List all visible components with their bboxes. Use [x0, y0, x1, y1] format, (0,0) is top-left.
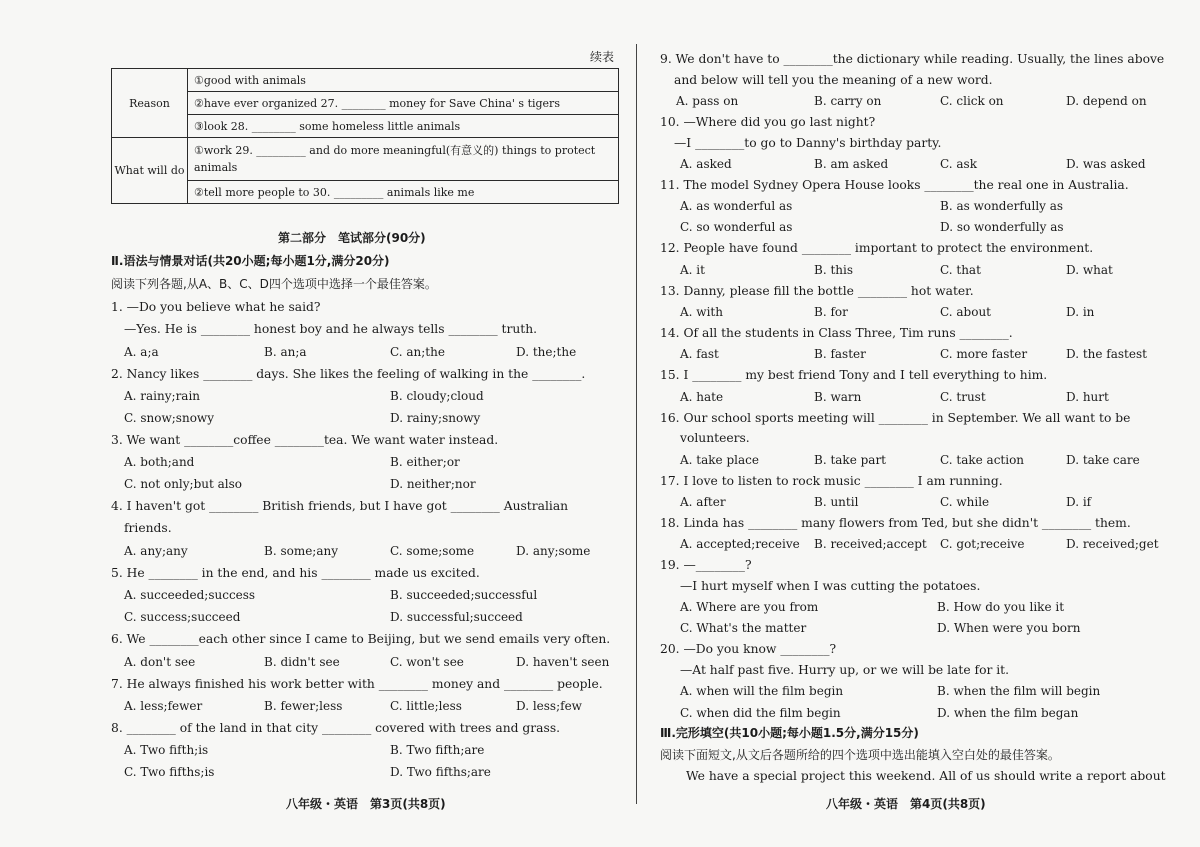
question-stem: 9. We don't have to ________the dictionary while reading. Usually, the lines above — [660, 52, 1165, 66]
option[interactable]: C. trust — [940, 390, 986, 404]
option[interactable]: C. What's the matter — [680, 621, 807, 635]
option[interactable]: B. for — [814, 305, 848, 319]
page-4 — [636, 0, 1200, 847]
section-title: Ⅲ.完形填空(共10小题;每小题1.5分,满分15分) — [660, 726, 919, 740]
option[interactable]: A. a;a — [124, 345, 159, 359]
option[interactable]: D. take care — [1066, 453, 1140, 467]
option[interactable]: D. depend on — [1066, 94, 1147, 108]
option[interactable]: C. that — [940, 263, 981, 277]
option[interactable]: D. the fastest — [1066, 347, 1147, 361]
question-stem: 20. —Do you know ________? — [660, 642, 837, 656]
question-stem: friends. — [124, 521, 172, 535]
option[interactable]: A. when will the film begin — [680, 684, 844, 698]
option[interactable]: A. take place — [680, 453, 759, 467]
instruction: 阅读下面短文,从文后各题所给的四个选项中选出能填入空白处的最佳答案。 — [660, 748, 1060, 762]
option[interactable]: D. the;the — [516, 345, 577, 359]
question-stem: 3. We want ________coffee ________tea. We want water instead. — [111, 433, 499, 447]
option[interactable]: A. both;and — [124, 455, 195, 469]
option[interactable]: A. accepted;receive — [680, 537, 800, 551]
question-stem: and below will tell you the meaning of a new word. — [674, 73, 993, 87]
option[interactable]: A. hate — [680, 390, 724, 404]
option[interactable]: A. don't see — [124, 655, 196, 669]
option[interactable]: D. any;some — [516, 544, 591, 558]
option[interactable]: A. asked — [680, 157, 732, 171]
option[interactable]: B. either;or — [390, 455, 460, 469]
option[interactable]: A. after — [680, 495, 726, 509]
option[interactable]: B. an;a — [264, 345, 307, 359]
option[interactable]: B. this — [814, 263, 853, 277]
option[interactable]: C. while — [940, 495, 990, 509]
continued-label: 续表 — [590, 50, 615, 64]
question-stem: 12. People have found ________ important to protect the environment. — [660, 241, 1094, 255]
option[interactable]: A. any;any — [124, 544, 188, 558]
option[interactable]: B. How do you like it — [937, 600, 1065, 614]
option[interactable]: C. Two fifths;is — [124, 765, 215, 779]
table-label-what-will-do: What will do — [112, 138, 188, 204]
option[interactable]: D. hurt — [1066, 390, 1109, 404]
option[interactable]: B. until — [814, 495, 859, 509]
option[interactable]: A. as wonderful as — [680, 199, 793, 213]
option[interactable]: C. not only;but also — [124, 477, 243, 491]
table-cell: ①work 29. _________ and do more meaningful(有意义的) things to protect animals — [188, 138, 619, 181]
option[interactable]: D. if — [1066, 495, 1092, 509]
question-stem: —Yes. He is ________ honest boy and he always tells ________ truth. — [124, 322, 538, 336]
table-label-reason: Reason — [112, 69, 188, 138]
option[interactable]: B. am asked — [814, 157, 889, 171]
option[interactable]: B. faster — [814, 347, 866, 361]
option[interactable]: D. neither;nor — [390, 477, 476, 491]
option[interactable]: B. received;accept — [814, 537, 927, 551]
question-stem: —I hurt myself when I was cutting the potatoes. — [680, 579, 981, 593]
question-stem: 17. I love to listen to rock music ________ I am running. — [660, 474, 1003, 488]
question-stem: 10. —Where did you go last night? — [660, 115, 876, 129]
question-stem: —I ________to go to Danny's birthday party. — [674, 136, 942, 150]
option[interactable]: D. haven't seen — [516, 655, 610, 669]
option[interactable]: C. an;the — [390, 345, 445, 359]
option[interactable]: D. when the film began — [937, 706, 1079, 720]
option[interactable]: A. rainy;rain — [124, 389, 201, 403]
question-stem: 5. He ________ in the end, and his ________ made us excited. — [111, 566, 480, 580]
option[interactable]: A. pass on — [676, 94, 739, 108]
page-footer: 八年级・英语 第3页(共8页) — [286, 797, 446, 811]
option[interactable]: C. about — [940, 305, 991, 319]
question-stem: 13. Danny, please fill the bottle ________ hot water. — [660, 284, 974, 298]
option[interactable]: D. received;get — [1066, 537, 1159, 551]
question-stem: 8. ________ of the land in that city ________ covered with trees and grass. — [111, 721, 561, 735]
question-stem: volunteers. — [680, 431, 750, 445]
option[interactable]: D. was asked — [1066, 157, 1146, 171]
question-stem: 11. The model Sydney Opera House looks ________the real one in Australia. — [660, 178, 1129, 192]
option[interactable]: D. so wonderfully as — [940, 220, 1064, 234]
option[interactable]: B. fewer;less — [264, 699, 343, 713]
option[interactable]: B. succeeded;successful — [390, 588, 538, 602]
option[interactable]: D. successful;succeed — [390, 610, 523, 624]
table-cell: ②tell more people to 30. _________ animals like me — [188, 181, 619, 204]
option[interactable]: B. as wonderfully as — [940, 199, 1064, 213]
question-stem: 18. Linda has ________ many flowers from Ted, but she didn't ________ them. — [660, 516, 1131, 530]
option[interactable]: A. with — [680, 305, 723, 319]
option[interactable]: C. snow;snowy — [124, 411, 214, 425]
question-stem: —At half past five. Hurry up, or we will be late for it. — [680, 663, 1010, 677]
option[interactable]: C. won't see — [390, 655, 464, 669]
option[interactable]: C. little;less — [390, 699, 462, 713]
question-stem: 16. Our school sports meeting will ________ in September. We all want to be — [660, 411, 1131, 425]
option[interactable]: C. click on — [940, 94, 1004, 108]
question-stem: 6. We ________each other since I came to Beijing, but we send emails very often. — [111, 632, 611, 646]
question-stem: 1. —Do you believe what he said? — [111, 300, 321, 314]
option[interactable]: C. got;receive — [940, 537, 1025, 551]
option[interactable]: B. cloudy;cloud — [390, 389, 484, 403]
question-stem: 7. He always finished his work better with ________ money and ________ people. — [111, 677, 603, 691]
instruction: 阅读下列各题,从A、B、C、D四个选项中选择一个最佳答案。 — [111, 277, 437, 291]
part-title: 第二部分 笔试部分(90分) — [278, 231, 426, 245]
page-footer: 八年级・英语 第4页(共8页) — [826, 797, 986, 811]
option[interactable]: A. succeeded;success — [124, 588, 256, 602]
question-stem: 19. —________? — [660, 558, 752, 572]
option[interactable]: D. in — [1066, 305, 1095, 319]
option[interactable]: D. less;few — [516, 699, 582, 713]
option[interactable]: A. fast — [680, 347, 719, 361]
option[interactable]: C. take action — [940, 453, 1025, 467]
option[interactable]: B. Two fifth;are — [390, 743, 485, 757]
option[interactable]: B. carry on — [814, 94, 882, 108]
option[interactable]: C. more faster — [940, 347, 1028, 361]
option[interactable]: D. Two fifths;are — [390, 765, 491, 779]
option[interactable]: C. success;succeed — [124, 610, 241, 624]
option[interactable]: B. when the film will begin — [937, 684, 1101, 698]
table-cell: ②have ever organized 27. ________ money for Save China' s tigers — [188, 92, 619, 115]
option[interactable]: D. what — [1066, 263, 1113, 277]
question-stem: 2. Nancy likes ________ days. She likes the feeling of walking in the ________. — [111, 367, 586, 381]
option[interactable]: B. take part — [814, 453, 887, 467]
option[interactable]: A. Where are you from — [680, 600, 819, 614]
option[interactable]: C. so wonderful as — [680, 220, 793, 234]
info-table — [111, 68, 619, 204]
question-stem: 4. I haven't got ________ British friends, but I have got ________ Australian — [111, 499, 569, 513]
question-stem: 15. I ________ my best friend Tony and I tell everything to him. — [660, 368, 1048, 382]
option[interactable]: B. some;any — [264, 544, 339, 558]
option[interactable]: B. didn't see — [264, 655, 340, 669]
option[interactable]: A. Two fifth;is — [124, 743, 209, 757]
option[interactable]: D. rainy;snowy — [390, 411, 481, 425]
option[interactable]: B. warn — [814, 390, 862, 404]
table-cell: ③look 28. ________ some homeless little animals — [188, 115, 619, 138]
option[interactable]: C. some;some — [390, 544, 475, 558]
option[interactable]: A. it — [680, 263, 705, 277]
option[interactable]: C. when did the film begin — [680, 706, 841, 720]
option[interactable]: C. ask — [940, 157, 977, 171]
section-title: Ⅱ.语法与情景对话(共20小题;每小题1分,满分20分) — [111, 254, 390, 268]
option[interactable]: A. less;fewer — [124, 699, 203, 713]
option[interactable]: D. When were you born — [937, 621, 1081, 635]
table-cell: ①good with animals — [188, 69, 619, 92]
passage-text: We have a special project this weekend. All of us should write a report about — [686, 769, 1166, 783]
question-stem: 14. Of all the students in Class Three, Tim runs ________. — [660, 326, 1013, 340]
